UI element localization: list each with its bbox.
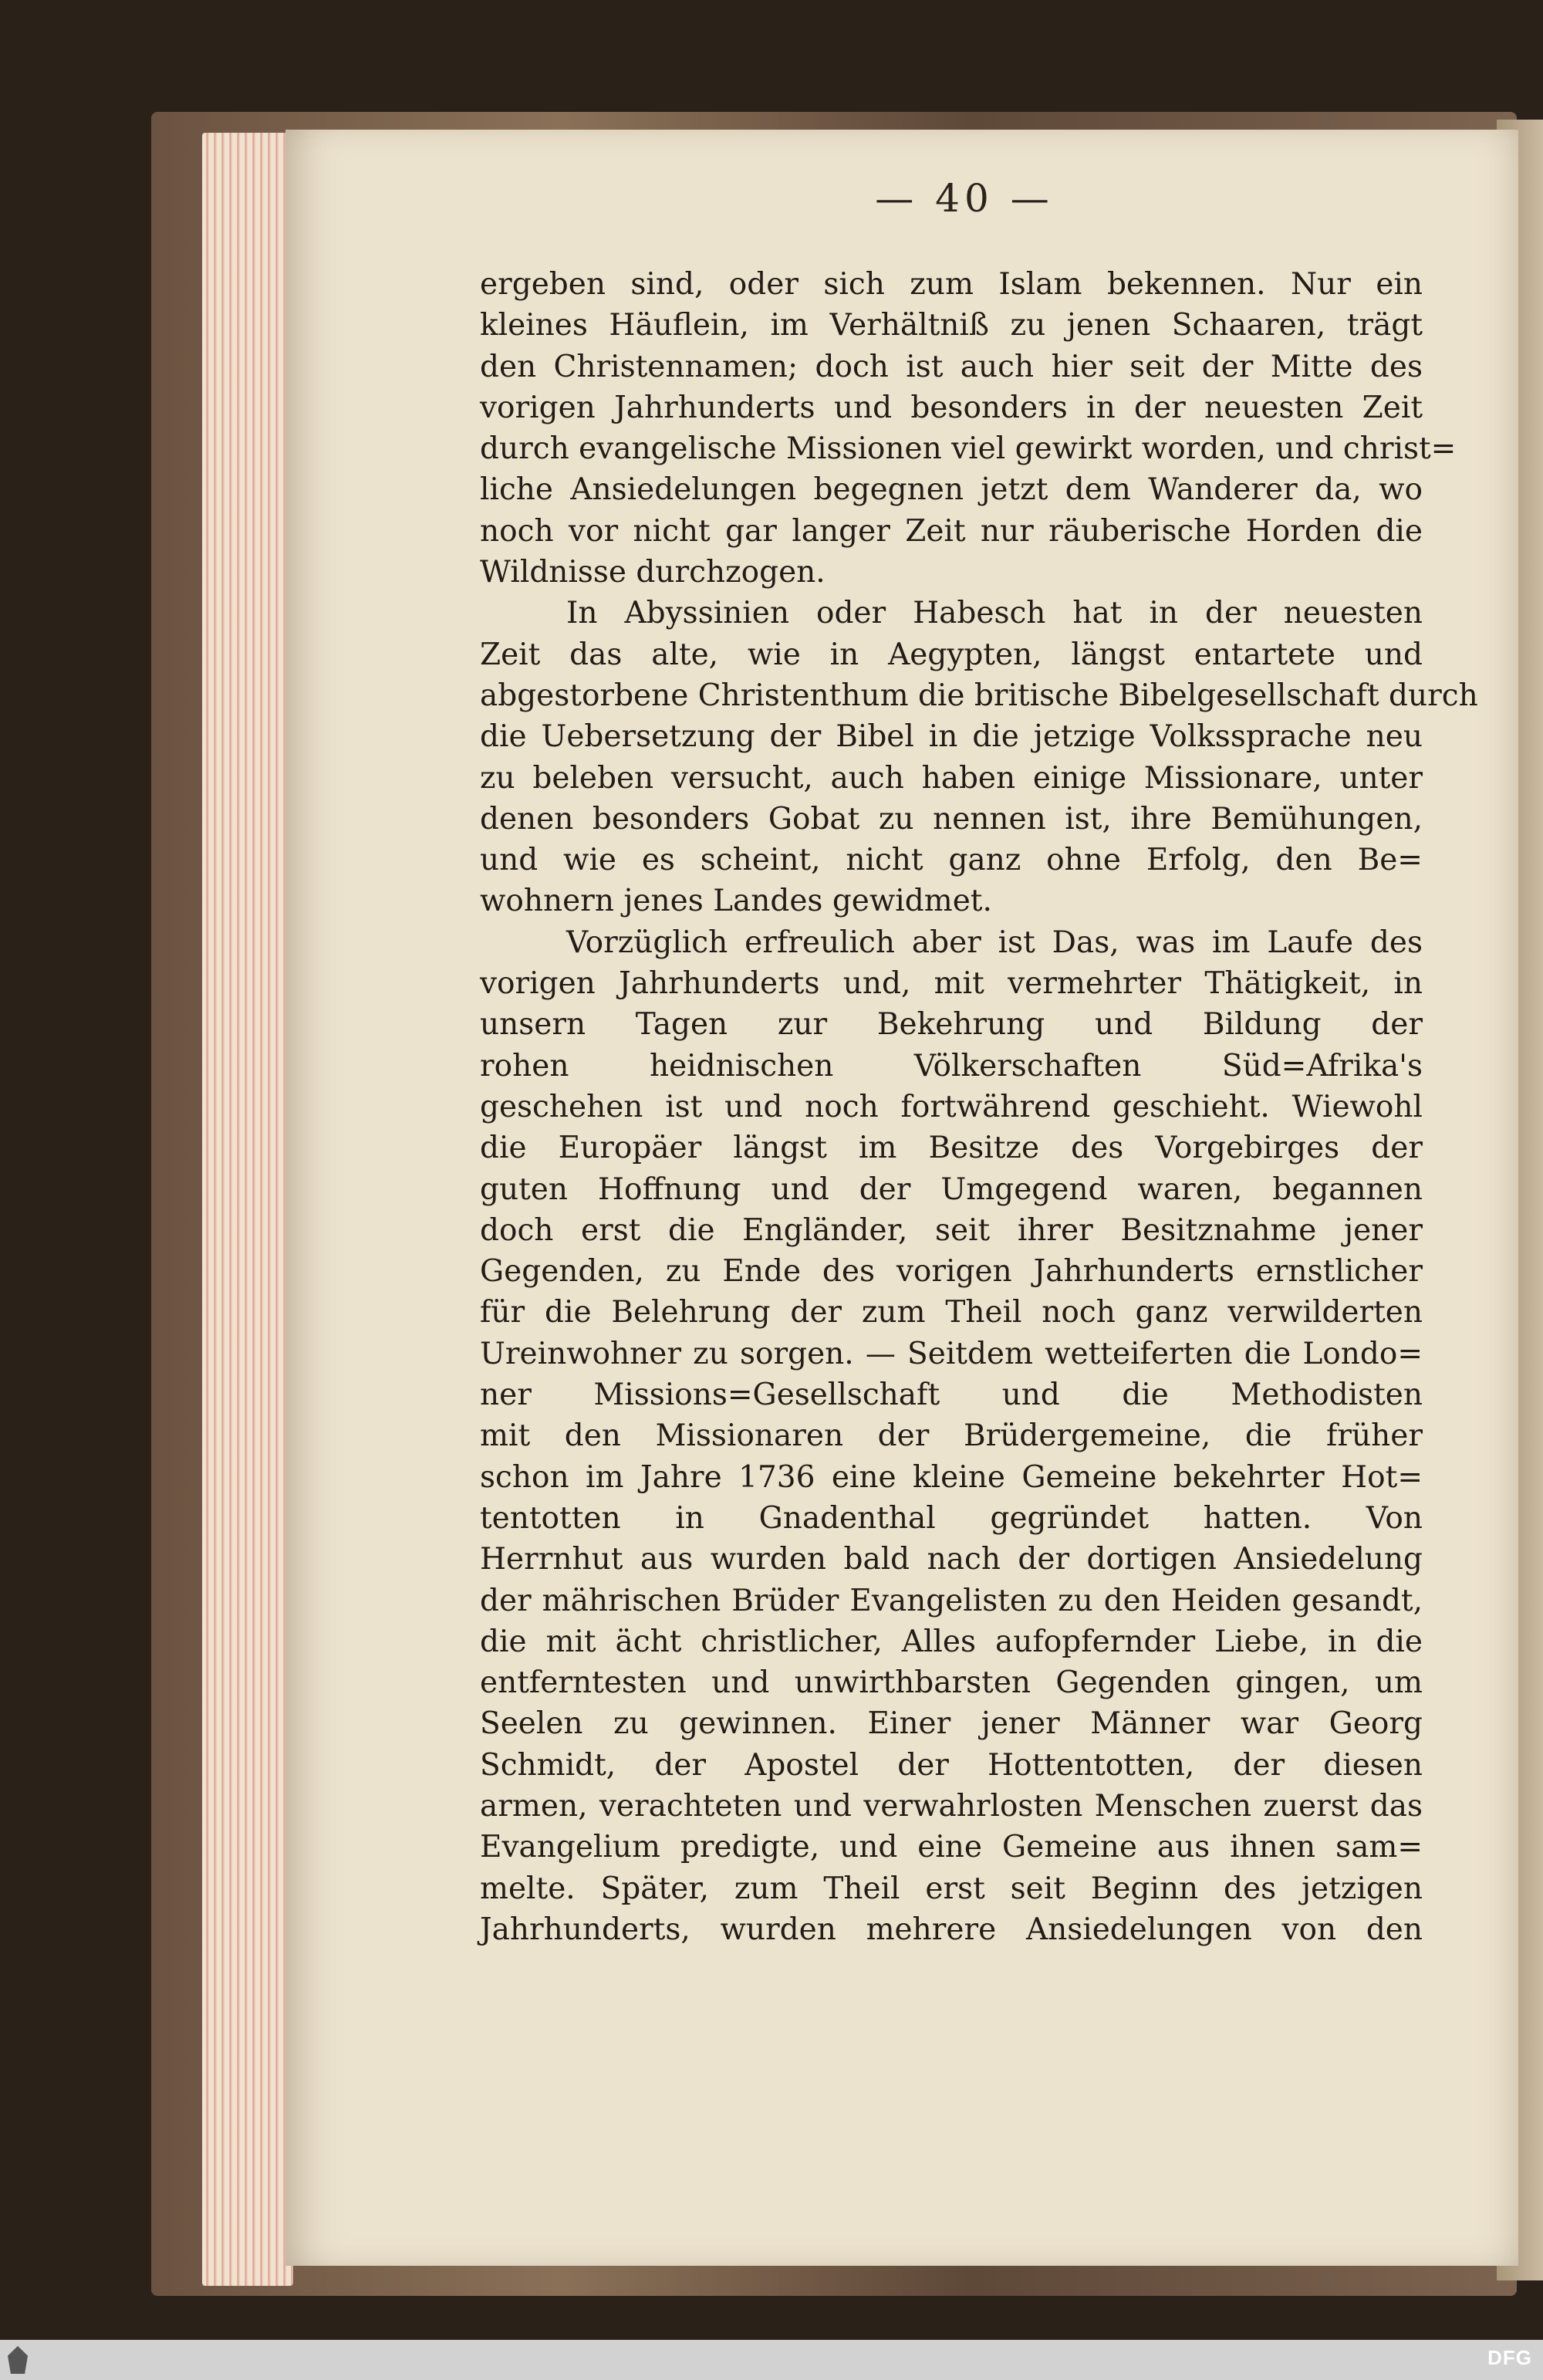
text-line: schon im Jahre 1736 eine kleine Gemeine bekehrter Hot=	[480, 1459, 1423, 1495]
text-line: tentotten in Gnadenthal gegründet hatten. Von	[480, 1500, 1423, 1536]
text-line: durch evangelische Missionen viel gewirkt worden, und christ=	[480, 431, 1457, 467]
text-line: Jahrhunderts, wurden mehrere Ansiedelungen von den	[480, 1912, 1423, 1947]
text-line: wohnern jenes Landes gewidmet.	[480, 884, 992, 919]
text-line: die Uebersetzung der Bibel in die jetzige Volkssprache neu	[480, 719, 1423, 755]
text-line: ergeben sind, oder sich zum Islam bekennen. Nur ein	[480, 267, 1423, 302]
text-line: liche Ansiedelungen begegnen jetzt dem Wanderer da, wo	[480, 472, 1423, 508]
text-line: für die Belehrung der zum Theil noch ganz verwilderten	[480, 1295, 1423, 1330]
text-line: noch vor nicht gar langer Zeit nur räuberische Horden die	[480, 513, 1423, 549]
text-line: Gegenden, zu Ende des vorigen Jahrhunderts ernstlicher	[480, 1254, 1423, 1290]
text-line: die mit ächt christlicher, Alles aufopfernder Liebe, in die	[480, 1624, 1423, 1659]
text-line: Ureinwohner zu sorgen. — Seitdem wetteiferten die Londo=	[480, 1336, 1423, 1371]
text-line: der mährischen Brüder Evangelisten zu den Heiden gesandt,	[480, 1583, 1423, 1618]
text-line: abgestorbene Christenthum die britische Bibelgesellschaft durch	[480, 678, 1478, 713]
text-line: vorigen Jahrhunderts und besonders in der neuesten Zeit	[480, 390, 1423, 425]
text-line: Schmidt, der Apostel der Hottentotten, der diesen	[480, 1747, 1423, 1783]
text-line: die Europäer längst im Besitze des Vorgebirges der	[480, 1131, 1423, 1166]
text-line: Seelen zu gewinnen. Einer jener Männer war Georg	[480, 1706, 1423, 1742]
text-line: vorigen Jahrhunderts und, mit vermehrter Thätigkeit, in	[480, 966, 1423, 1002]
text-line: und wie es scheint, nicht ganz ohne Erfolg, den Be=	[480, 843, 1423, 878]
text-line: denen besonders Gobat zu nennen ist, ihre Bemühungen,	[480, 801, 1423, 837]
text-line: Zeit das alte, wie in Aegypten, längst entartete und	[480, 637, 1423, 672]
page-number: — 40 —	[875, 176, 1054, 221]
text-line: melte. Später, zum Theil erst seit Beginn des jetzigen	[480, 1871, 1423, 1906]
text-line: doch erst die Engländer, seit ihrer Besitznahme jener	[480, 1212, 1423, 1248]
paragraph-start-line: In Abyssinien oder Habesch hat in der neuesten	[566, 596, 1423, 631]
text-line: mit den Missionaren der Brüdergemeine, die früher	[480, 1418, 1423, 1454]
text-line: ner Missions=Gesellschaft und die Methodisten	[480, 1378, 1423, 1413]
text-line: kleines Häuflein, im Verhältniß zu jenen Schaaren, trägt	[480, 308, 1423, 343]
text-line: Evangelium predigte, und eine Gemeine aus ihnen sam=	[480, 1830, 1423, 1865]
text-line: geschehen ist und noch fortwährend geschieht. Wiewohl	[480, 1089, 1423, 1124]
body-text	[480, 264, 1478, 1950]
dfg-logo: DFG	[1487, 2346, 1532, 2369]
text-line: rohen heidnischen Völkerschaften Süd=Afrika's	[480, 1048, 1423, 1084]
text-line: zu beleben versucht, auch haben einige Missionare, unter	[480, 760, 1423, 796]
text-line: Herrnhut aus wurden bald nach der dortigen Ansiedelung	[480, 1542, 1423, 1577]
paragraph-start-line: Vorzüglich erfreulich aber ist Das, was im Laufe des	[566, 925, 1423, 960]
text-line: armen, verachteten und verwahrlosten Menschen zuerst das	[480, 1788, 1423, 1824]
text-line: den Christennamen; doch ist auch hier seit der Mitte des	[480, 349, 1423, 384]
text-line: guten Hoffnung und der Umgegend waren, begannen	[480, 1171, 1423, 1207]
text-line: unsern Tagen zur Bekehrung und Bildung der	[480, 1007, 1423, 1043]
viewer-footer-bar	[0, 2340, 1543, 2380]
text-line: entferntesten und unwirthbarsten Gegenden gingen, um	[480, 1665, 1423, 1701]
page-block-edges	[202, 133, 293, 2286]
text-line: Wildnisse durchzogen.	[480, 555, 826, 590]
